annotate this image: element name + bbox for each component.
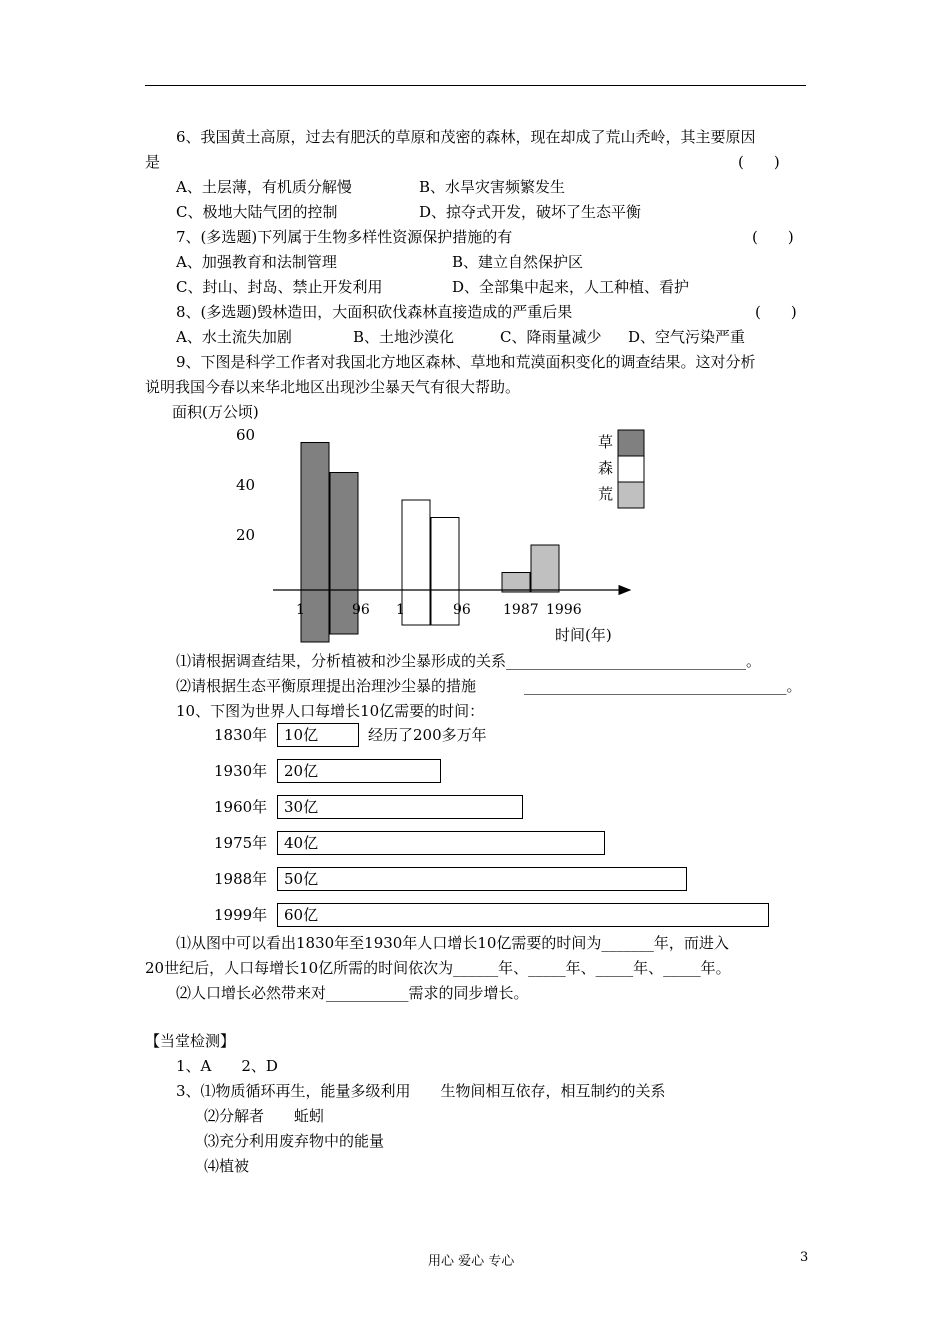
pop-row-year: 1960年	[214, 798, 268, 816]
q6-option-b: B、水旱灾害频繁发生	[419, 178, 566, 196]
y-tick-40: 40	[236, 476, 256, 494]
q7-option-a: A、加强教育和法制管理	[176, 253, 337, 271]
pop-row-year: 1999年	[214, 906, 268, 924]
q8-option-a: A、水土流失加剧	[176, 328, 292, 346]
q7-option-b: B、建立自然保护区	[452, 253, 584, 271]
x-tick-label: 1	[296, 602, 305, 618]
q6-option-c: C、极地大陆气团的控制	[176, 203, 338, 221]
pop-row-bar: 30亿	[277, 795, 523, 819]
q7-option-c: C、封山、封岛、禁止开发利用	[176, 278, 383, 296]
q10-sub2: ⑵人口增长必然带来对___________需求的同步增长。	[176, 984, 529, 1002]
q9-sub2-blank[interactable]: ___________________________________。	[524, 677, 802, 695]
q10-sub1-line1: ⑴从图中可以看出1830年至1930年人口增长10亿需要的时间为_______年，而进入	[176, 934, 729, 952]
q6-stem-line1: 6、我国黄土高原，过去有肥沃的草原和茂密的森林，现在却成了荒山秃岭，其主要原因	[176, 128, 756, 146]
q8-stem: 8、(多选题)毁林造田，大面积砍伐森林直接造成的严重后果	[176, 303, 573, 321]
q8-option-c: C、降雨量减少	[500, 328, 602, 346]
pop-row-bar: 10亿	[277, 723, 359, 747]
footer-slogan: 用心 爱心 专心	[428, 1254, 515, 1269]
pop-row-year: 1975年	[214, 834, 268, 852]
legend-label-0: 草	[598, 433, 614, 451]
q7-stem: 7、(多选题)下列属于生物多样性资源保护措施的有	[176, 228, 513, 246]
check-answer-3-3: ⑶充分利用废弃物中的能量	[204, 1132, 385, 1150]
page-number: 3	[800, 1250, 809, 1265]
pop-row-year: 1830年	[214, 726, 268, 744]
q6-option-d: D、掠夺式开发，破坏了生态平衡	[419, 203, 642, 221]
x-tick-label: 1987	[503, 602, 539, 618]
pop-row-year: 1988年	[214, 870, 268, 888]
legend-label-2: 荒	[598, 485, 614, 503]
q9-sub2-text: ⑵请根据生态平衡原理提出治理沙尘暴的措施	[176, 677, 477, 695]
bar-grassland-1987	[301, 443, 329, 643]
check-answer-3-2: ⑵分解者 蚯蚓	[204, 1107, 325, 1125]
q8-option-b: B、土地沙漠化	[353, 328, 455, 346]
chart-x-axis-title: 时间(年)	[555, 626, 612, 644]
check-answers-1-2: 1、A 2、D	[176, 1057, 278, 1075]
check-answer-3-4: ⑷植被	[204, 1157, 250, 1175]
check-answer-3-1: 3、⑴物质循环再生，能量多级利用 生物间相互依存，相互制约的关系	[176, 1082, 666, 1100]
x-tick-label: 96	[352, 602, 370, 618]
q9-sub1	[176, 651, 761, 671]
pop-row-bar: 60亿	[277, 903, 769, 927]
legend-swatch-1	[618, 456, 644, 482]
x-tick-label: 1996	[546, 602, 582, 618]
legend-label-1: 森	[598, 459, 614, 477]
chart-y-axis-title: 面积(万公顷)	[172, 403, 259, 421]
q10-stem: 10、下图为世界人口每增长10亿需要的时间：	[176, 702, 485, 720]
q8-answer-paren: ( )	[755, 303, 797, 321]
legend-swatch-2	[618, 482, 644, 508]
y-tick-20: 20	[236, 526, 256, 544]
pop-row-bar: 50亿	[277, 867, 687, 891]
q6-answer-paren: ( )	[738, 153, 780, 171]
q9-stem-line1: 9、下图是科学工作者对我国北方地区森林、草地和荒漠面积变化的调查结果。这对分析	[176, 353, 756, 371]
bar-forest-1987	[402, 500, 430, 625]
pop-row-year: 1930年	[214, 762, 268, 780]
check-heading: 【当堂检测】	[145, 1032, 236, 1050]
q6-stem-line2: 是	[145, 153, 161, 171]
q9-stem-line2: 说明我国今春以来华北地区出现沙尘暴天气有很大帮助。	[145, 378, 521, 396]
q9-sub1-text: ⑴请根据调查结果，分析植被和沙尘暴形成的关系	[176, 652, 507, 670]
q7-option-d: D、全部集中起来，人工种植、看护	[452, 278, 690, 296]
q10-sub1-line2: 20世纪后，人口每增长10亿所需的时间依次为______年、_____年、_____年、_____年。	[145, 959, 731, 977]
pop-row-bar: 40亿	[277, 831, 605, 855]
q9-sub1-blank[interactable]: ________________________________。	[506, 652, 762, 670]
x-tick-label: 1	[396, 602, 405, 618]
pop-row-bar: 20亿	[277, 759, 441, 783]
q7-answer-paren: ( )	[752, 228, 794, 246]
y-tick-60: 60	[236, 426, 256, 444]
q8-option-d: D、空气污染严重	[628, 328, 746, 346]
pop-row-note: 经历了200多万年	[368, 726, 487, 744]
x-tick-label: 96	[453, 602, 471, 618]
legend-swatch-0	[618, 430, 644, 456]
bar-desert-1996	[531, 545, 559, 592]
q6-option-a: A、土层薄，有机质分解慢	[176, 178, 352, 196]
q9-sub2	[176, 676, 476, 696]
bar-desert-1987	[502, 573, 530, 593]
